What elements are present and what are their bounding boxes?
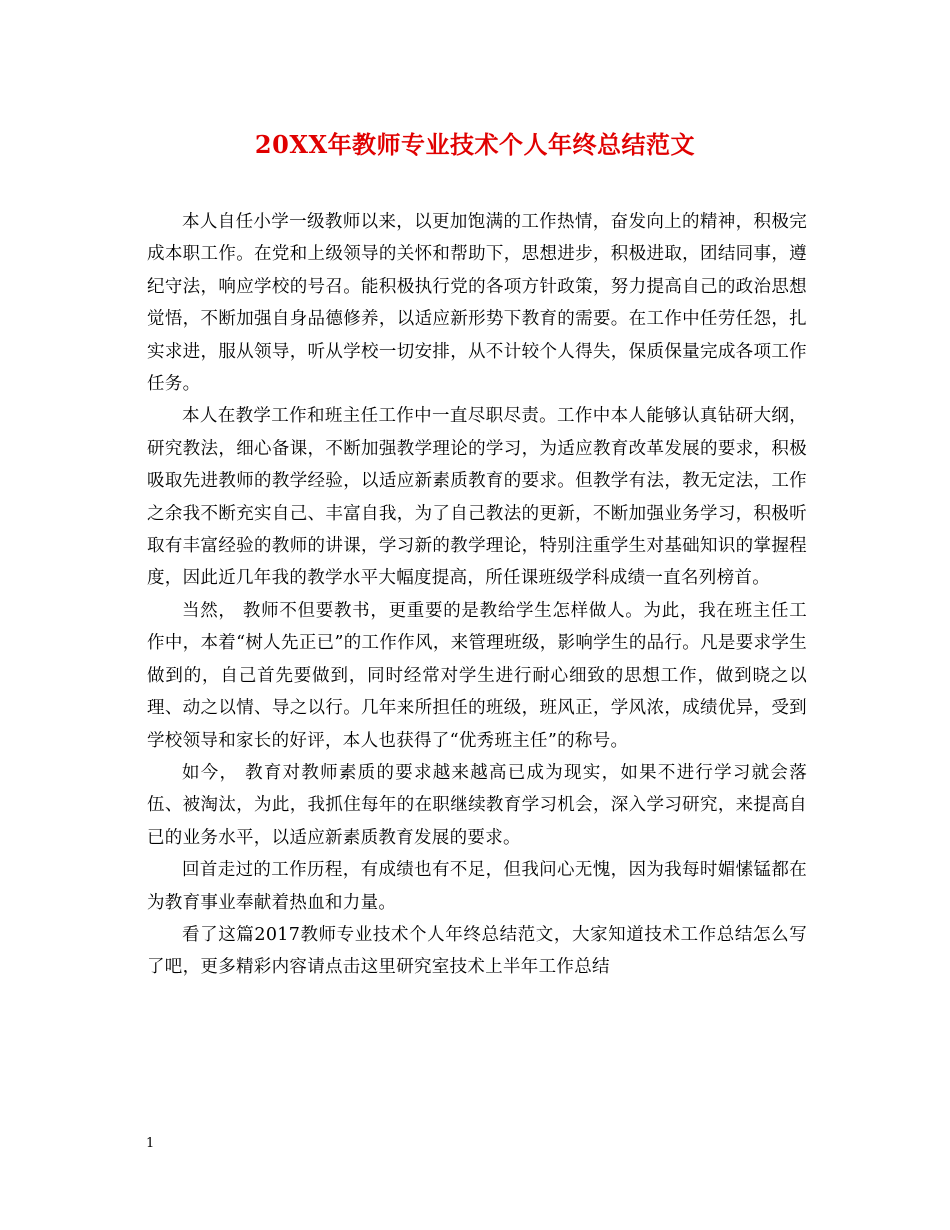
document-title: 20XX年教师专业技术个人年终总结范文	[254, 130, 696, 159]
paragraph-6: 看了这篇2017教师专业技术个人年终总结范文，大家知道技术工作总结怎么写了吧，更多精彩内容请点击这里研究室技术上半年工作总结	[147, 924, 807, 978]
paragraph-3: 当然， 教师不但要教书，更重要的是教给学生怎样做人。为此，我在班主任工作中，本着“树人先正已”的工作作风，来管理班级，影响学生的品行。凡是要求学生做到的，自己首先要做到，同时经常对学生进行耐心细致的思想工作，做到晓之以理、动之以情、导之以行。几年来所担任的班级，班风正，学风浓，成绩优异，受到学校领导和家长的好评，本人也获得了“优秀班主任”的称号。	[147, 600, 807, 751]
paragraph-2: 本人在教学工作和班主任工作中一直尽职尽责。工作中本人能够认真钻研大纲，研究教法，细心备课，不断加强教学理论的学习，为适应教育改革发展的要求，积极吸取先进教师的教学经验，以适应新素质教育的要求。但教学有法，教无定法，工作之余我不断充实自己、丰富自我，为了自己教法的更新，不断加强业务学习，积极听取有丰富经验的教师的讲课，学习新的教学理论，特别注重学生对基础知识的掌握程度，因此近几年我的教学水平大幅度提高，所任课班级学科成绩一直名列榜首。	[147, 406, 807, 589]
document-body	[147, 206, 807, 984]
paragraph-4: 如今， 教育对教师素质的要求越来越高已成为现实，如果不进行学习就会落伍、被淘汰，为此，我抓住每年的在职继续教育学习机会，深入学习研究，来提高自已的业务水平，以适应新素质教育发展的要求。	[147, 762, 807, 848]
page-number: 1	[146, 1136, 155, 1151]
paragraph-1: 本人自任小学一级教师以来，以更加饱满的工作热情，奋发向上的精神，积极完成本职工作。在党和上级领导的关怀和帮助下，思想进步，积极进取，团结同事，遵纪守法，响应学校的号召。能积极执行党的各项方针政策，努力提高自己的政治思想觉悟，不断加强自身品德修养，以适应新形势下教育的需要。在工作中任劳任怨，扎实求进，服从领导，听从学校一切安排，从不计较个人得失，保质保量完成各项工作任务。	[147, 212, 807, 395]
paragraph-5: 回首走过的工作历程，有成绩也有不足，但我问心无愧，因为我每时媚愫锰都在为教育事业奉献着热血和力量。	[147, 860, 807, 913]
